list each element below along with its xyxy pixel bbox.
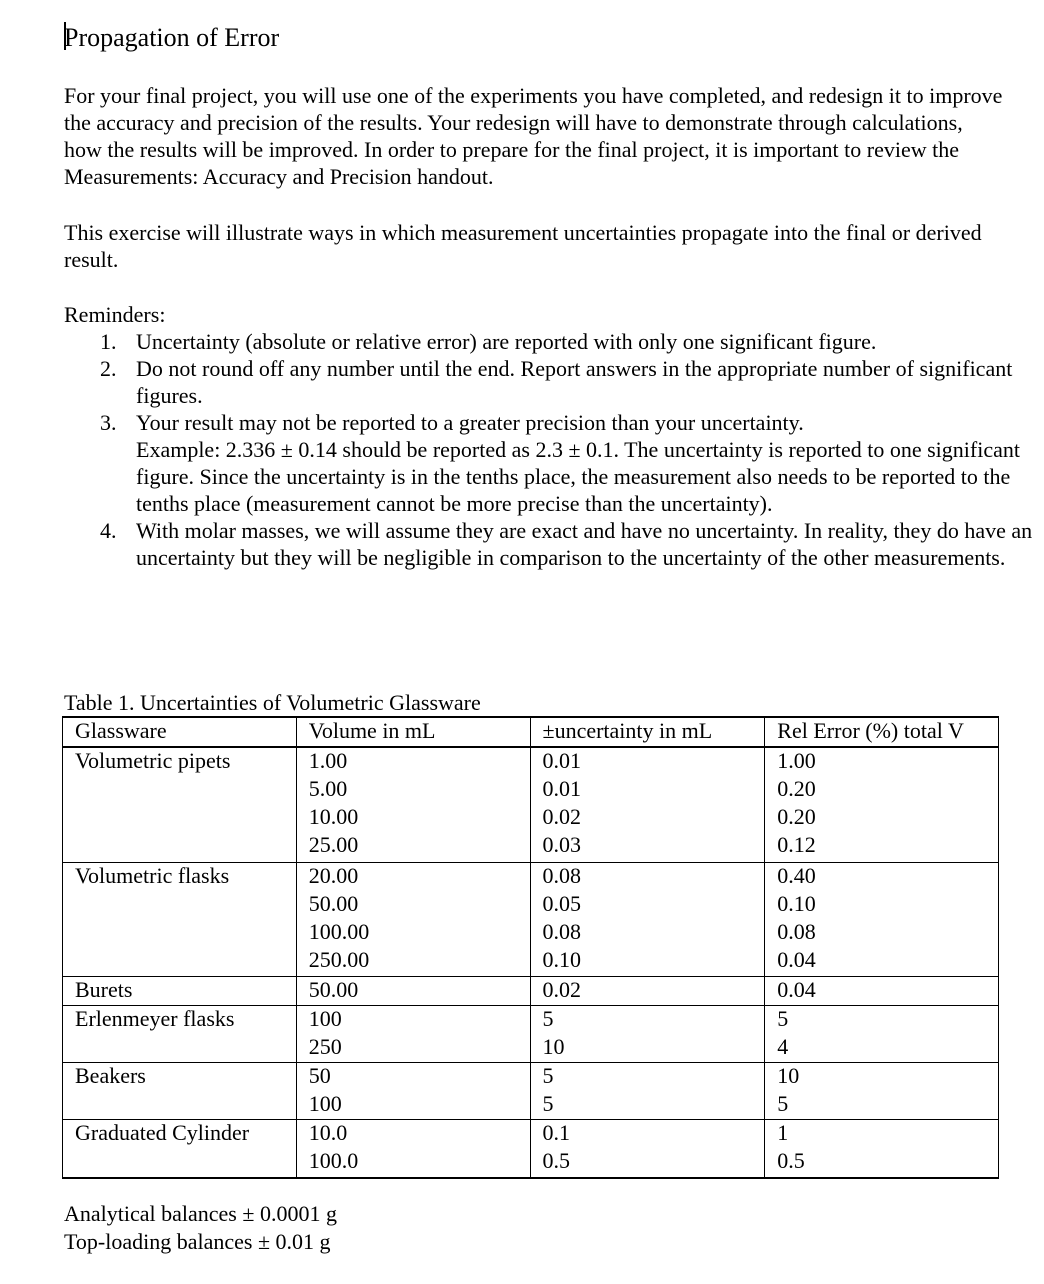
cell-volume: 50	[296, 1063, 530, 1092]
cell-glassware	[63, 804, 297, 832]
cell-rel-error: 0.04	[765, 947, 999, 977]
cell-uncertainty: 0.02	[530, 977, 765, 1006]
cell-rel-error: 0.20	[765, 804, 999, 832]
top-loading-balance-note: Top-loading balances ± 0.01 g	[64, 1229, 331, 1254]
cell-volume: 100	[296, 1091, 530, 1120]
cell-volume: 1.00	[296, 747, 530, 776]
reminder-text: Uncertainty (absolute or relative error) are reported with only one significant figure.	[136, 329, 877, 354]
cell-uncertainty: 0.1	[530, 1120, 765, 1149]
table-row	[63, 862, 999, 891]
cell-uncertainty: 5	[530, 1091, 765, 1120]
glassware-table	[62, 716, 999, 1179]
exercise-paragraph: This exercise will illustrate ways in which measurement uncertainties propagate into the final or derived result.	[64, 220, 982, 272]
reminder-text: Your result may not be reported to a greater precision than your uncertainty.	[136, 410, 804, 435]
cell-volume: 250.00	[296, 947, 530, 977]
reminder-item	[100, 409, 1036, 517]
table-row	[63, 1034, 999, 1063]
cell-rel-error: 1.00	[765, 747, 999, 776]
cell-glassware	[63, 832, 297, 862]
reminder-example: Example: 2.336 ± 0.14 should be reported as 2.3 ± 0.1. The uncertainty is reported to one significant figure. Since the uncertainty is in the tenths place, the measurement also needs to be reported to the tenths place (measurement cannot be more precise than the uncertainty).	[136, 437, 1020, 516]
cell-volume: 10.0	[296, 1120, 530, 1149]
cell-volume: 20.00	[296, 862, 530, 891]
reminder-number: 4.	[100, 518, 117, 543]
cell-rel-error: 0.40	[765, 862, 999, 891]
cell-rel-error: 4	[765, 1034, 999, 1063]
cell-rel-error: 10	[765, 1063, 999, 1092]
table-header-row	[63, 717, 999, 747]
cell-glassware	[63, 919, 297, 947]
cell-volume: 100.0	[296, 1148, 530, 1178]
cell-volume: 250	[296, 1034, 530, 1063]
cell-rel-error: 0.04	[765, 977, 999, 1006]
column-header-volume: Volume in mL	[296, 717, 530, 747]
cell-uncertainty: 0.03	[530, 832, 765, 862]
table-row	[63, 1120, 999, 1149]
cell-uncertainty: 0.01	[530, 776, 765, 804]
table-row	[63, 747, 999, 776]
table-caption: Table 1. Uncertainties of Volumetric Glassware	[64, 690, 481, 715]
cell-rel-error: 0.5	[765, 1148, 999, 1178]
reminder-item	[100, 355, 1036, 409]
cell-uncertainty: 5	[530, 1063, 765, 1092]
cell-glassware: Graduated Cylinder	[63, 1120, 297, 1149]
table-row	[63, 804, 999, 832]
cell-rel-error: 1	[765, 1120, 999, 1149]
cell-volume: 5.00	[296, 776, 530, 804]
table-row	[63, 977, 999, 1006]
cell-uncertainty: 10	[530, 1034, 765, 1063]
cell-uncertainty: 0.05	[530, 891, 765, 919]
cell-glassware	[63, 776, 297, 804]
cell-glassware: Beakers	[63, 1063, 297, 1092]
column-header-rel-error: Rel Error (%) total V	[765, 717, 999, 747]
cell-uncertainty: 0.08	[530, 862, 765, 891]
reminder-item	[100, 517, 1036, 571]
cell-uncertainty: 0.10	[530, 947, 765, 977]
table-row	[63, 776, 999, 804]
cell-volume: 10.00	[296, 804, 530, 832]
table-row	[63, 1006, 999, 1035]
cell-rel-error: 0.12	[765, 832, 999, 862]
cell-glassware: Volumetric flasks	[63, 862, 297, 891]
cell-uncertainty: 0.08	[530, 919, 765, 947]
cell-uncertainty: 0.01	[530, 747, 765, 776]
balances-section	[64, 1200, 337, 1256]
cell-glassware	[63, 1091, 297, 1120]
table-row	[63, 832, 999, 862]
page-title: Propagation of Error	[64, 23, 280, 52]
column-header-glassware: Glassware	[63, 717, 297, 747]
reminder-number: 3.	[100, 410, 117, 435]
cell-rel-error: 0.08	[765, 919, 999, 947]
reminder-item	[100, 328, 1036, 355]
cell-glassware	[63, 1148, 297, 1178]
cell-glassware: Volumetric pipets	[63, 747, 297, 776]
cell-rel-error: 5	[765, 1091, 999, 1120]
cell-uncertainty: 0.02	[530, 804, 765, 832]
intro-paragraph: For your final project, you will use one of the experiments you have completed, and redesign it to improve the accuracy and precision of the results. Your redesign will have to demonstrate through calculations, how the results will be improved. In order to prepare for the final project, it is important to review the Measurements: Accuracy and Precision handout.	[64, 83, 1003, 189]
cell-glassware: Erlenmeyer flasks	[63, 1006, 297, 1035]
table-row	[63, 1148, 999, 1178]
analytical-balance-note: Analytical balances ± 0.0001 g	[64, 1201, 337, 1226]
cell-volume: 50.00	[296, 891, 530, 919]
cell-volume: 50.00	[296, 977, 530, 1006]
reminders-list	[100, 328, 1036, 571]
reminders-label: Reminders:	[64, 302, 166, 327]
cell-glassware: Burets	[63, 977, 297, 1006]
table-row	[63, 1091, 999, 1120]
table-row	[63, 919, 999, 947]
reminder-text: Do not round off any number until the end. Report answers in the appropriate number of significant figures.	[136, 356, 1013, 408]
reminder-number: 1.	[100, 329, 117, 354]
cell-rel-error: 5	[765, 1006, 999, 1035]
cell-rel-error: 0.20	[765, 776, 999, 804]
reminder-number: 2.	[100, 356, 117, 381]
cell-volume: 25.00	[296, 832, 530, 862]
cell-volume: 100.00	[296, 919, 530, 947]
cell-glassware	[63, 891, 297, 919]
cell-volume: 100	[296, 1006, 530, 1035]
cell-uncertainty: 5	[530, 1006, 765, 1035]
cell-uncertainty: 0.5	[530, 1148, 765, 1178]
column-header-uncertainty: ±uncertainty in mL	[530, 717, 765, 747]
cell-glassware	[63, 947, 297, 977]
cell-rel-error: 0.10	[765, 891, 999, 919]
cell-glassware	[63, 1034, 297, 1063]
table-row	[63, 1063, 999, 1092]
reminder-text: With molar masses, we will assume they are exact and have no uncertainty. In reality, they do have an uncertainty but they will be negligible in comparison to the uncertainty of the other measurements.	[136, 518, 1033, 570]
table-row	[63, 891, 999, 919]
table-row	[63, 947, 999, 977]
